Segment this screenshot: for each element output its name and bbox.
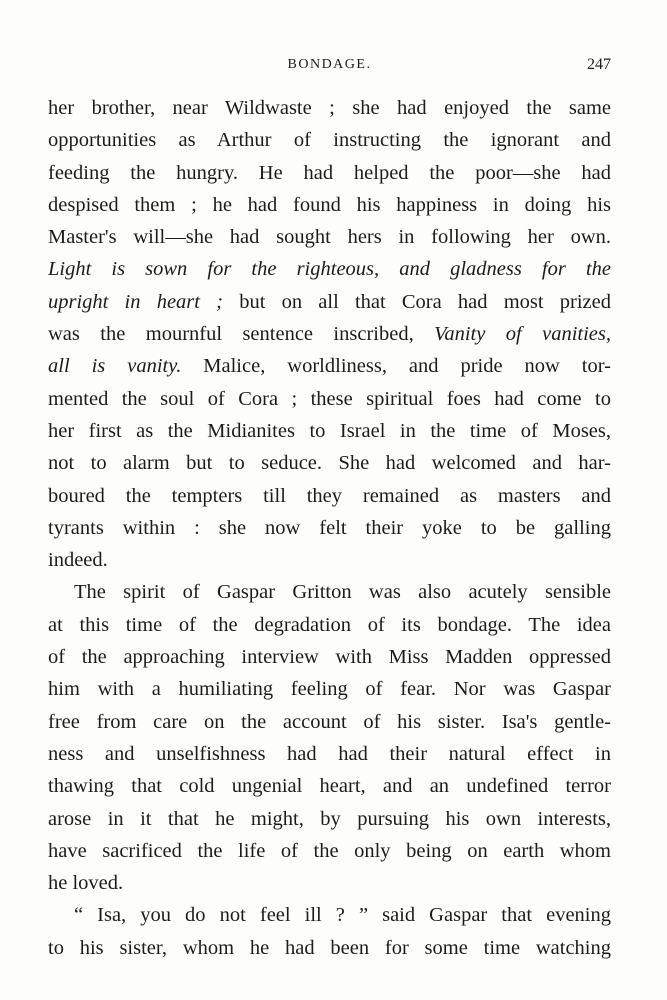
text-line: indeed. bbox=[48, 549, 108, 572]
text-line: her first as the Midianites to Israel in the time of Moses, bbox=[48, 419, 611, 442]
text-line: of the approaching interview with Miss Madden oppressed bbox=[48, 646, 611, 669]
text-line: have sacrificed the life of the only being on earth whom bbox=[48, 839, 611, 862]
text-line: him with a humiliating feeling of fear. Nor was Gaspar bbox=[48, 678, 611, 701]
text-line: thawing that cold ungenial heart, and an undefined terror bbox=[48, 775, 611, 798]
text-line: “ Isa, you do not feel ill ? ” said Gaspar that evening bbox=[74, 904, 611, 927]
italic-quote: Vanity of vanities, bbox=[434, 323, 611, 346]
page-number: 247 bbox=[587, 56, 611, 73]
text-line: despised them ; he had found his happiness in doing his bbox=[48, 193, 611, 216]
text-line bbox=[48, 286, 611, 318]
text-run: Malice, worldliness, and pride now tor- bbox=[181, 355, 611, 378]
text-line: feeding the hungry. He had helped the poor—she had bbox=[48, 161, 611, 184]
running-title: BONDAGE. bbox=[287, 57, 372, 72]
text-line: arose in it that he might, by pursuing his own interests, bbox=[48, 807, 611, 830]
text-line: Master's will—she had sought hers in following her own. bbox=[48, 226, 611, 249]
text-line: The spirit of Gaspar Gritton was also acutely sensible bbox=[74, 581, 611, 604]
text-run: but on all that Cora had most prized bbox=[223, 290, 611, 313]
text-line: mented the soul of Cora ; these spiritual foes had come to bbox=[48, 387, 611, 410]
text-line: boured the tempters till they remained as masters and bbox=[48, 484, 611, 507]
italic-quote: upright in heart ; bbox=[48, 290, 223, 313]
text-line: not to alarm but to seduce. She had welcomed and har- bbox=[48, 452, 611, 475]
text-line bbox=[48, 318, 611, 350]
text-line: he loved. bbox=[48, 872, 124, 895]
text-line bbox=[48, 253, 611, 285]
text-line: her brother, near Wildwaste ; she had enjoyed the same bbox=[48, 97, 611, 119]
text-line bbox=[48, 350, 611, 382]
text-line: at this time of the degradation of its bondage. The idea bbox=[48, 613, 611, 636]
italic-quote: Light is sown for the righteous, and gladness for the bbox=[48, 258, 611, 281]
text-line: tyrants within : she now felt their yoke to be galling bbox=[48, 516, 611, 539]
text-line: ness and unselfishness had had their natural effect in bbox=[48, 742, 611, 765]
text-line: free from care on the account of his sister. Isa's gentle- bbox=[48, 710, 611, 733]
running-head bbox=[48, 53, 611, 77]
italic-quote: all is vanity. bbox=[48, 355, 182, 378]
text-line: opportunities as Arthur of instructing the ignorant and bbox=[48, 129, 611, 152]
body-text bbox=[48, 92, 611, 964]
text-run: was the mournful sentence inscribed, bbox=[48, 323, 435, 346]
text-line: to his sister, whom he had been for some time watching bbox=[48, 936, 611, 959]
